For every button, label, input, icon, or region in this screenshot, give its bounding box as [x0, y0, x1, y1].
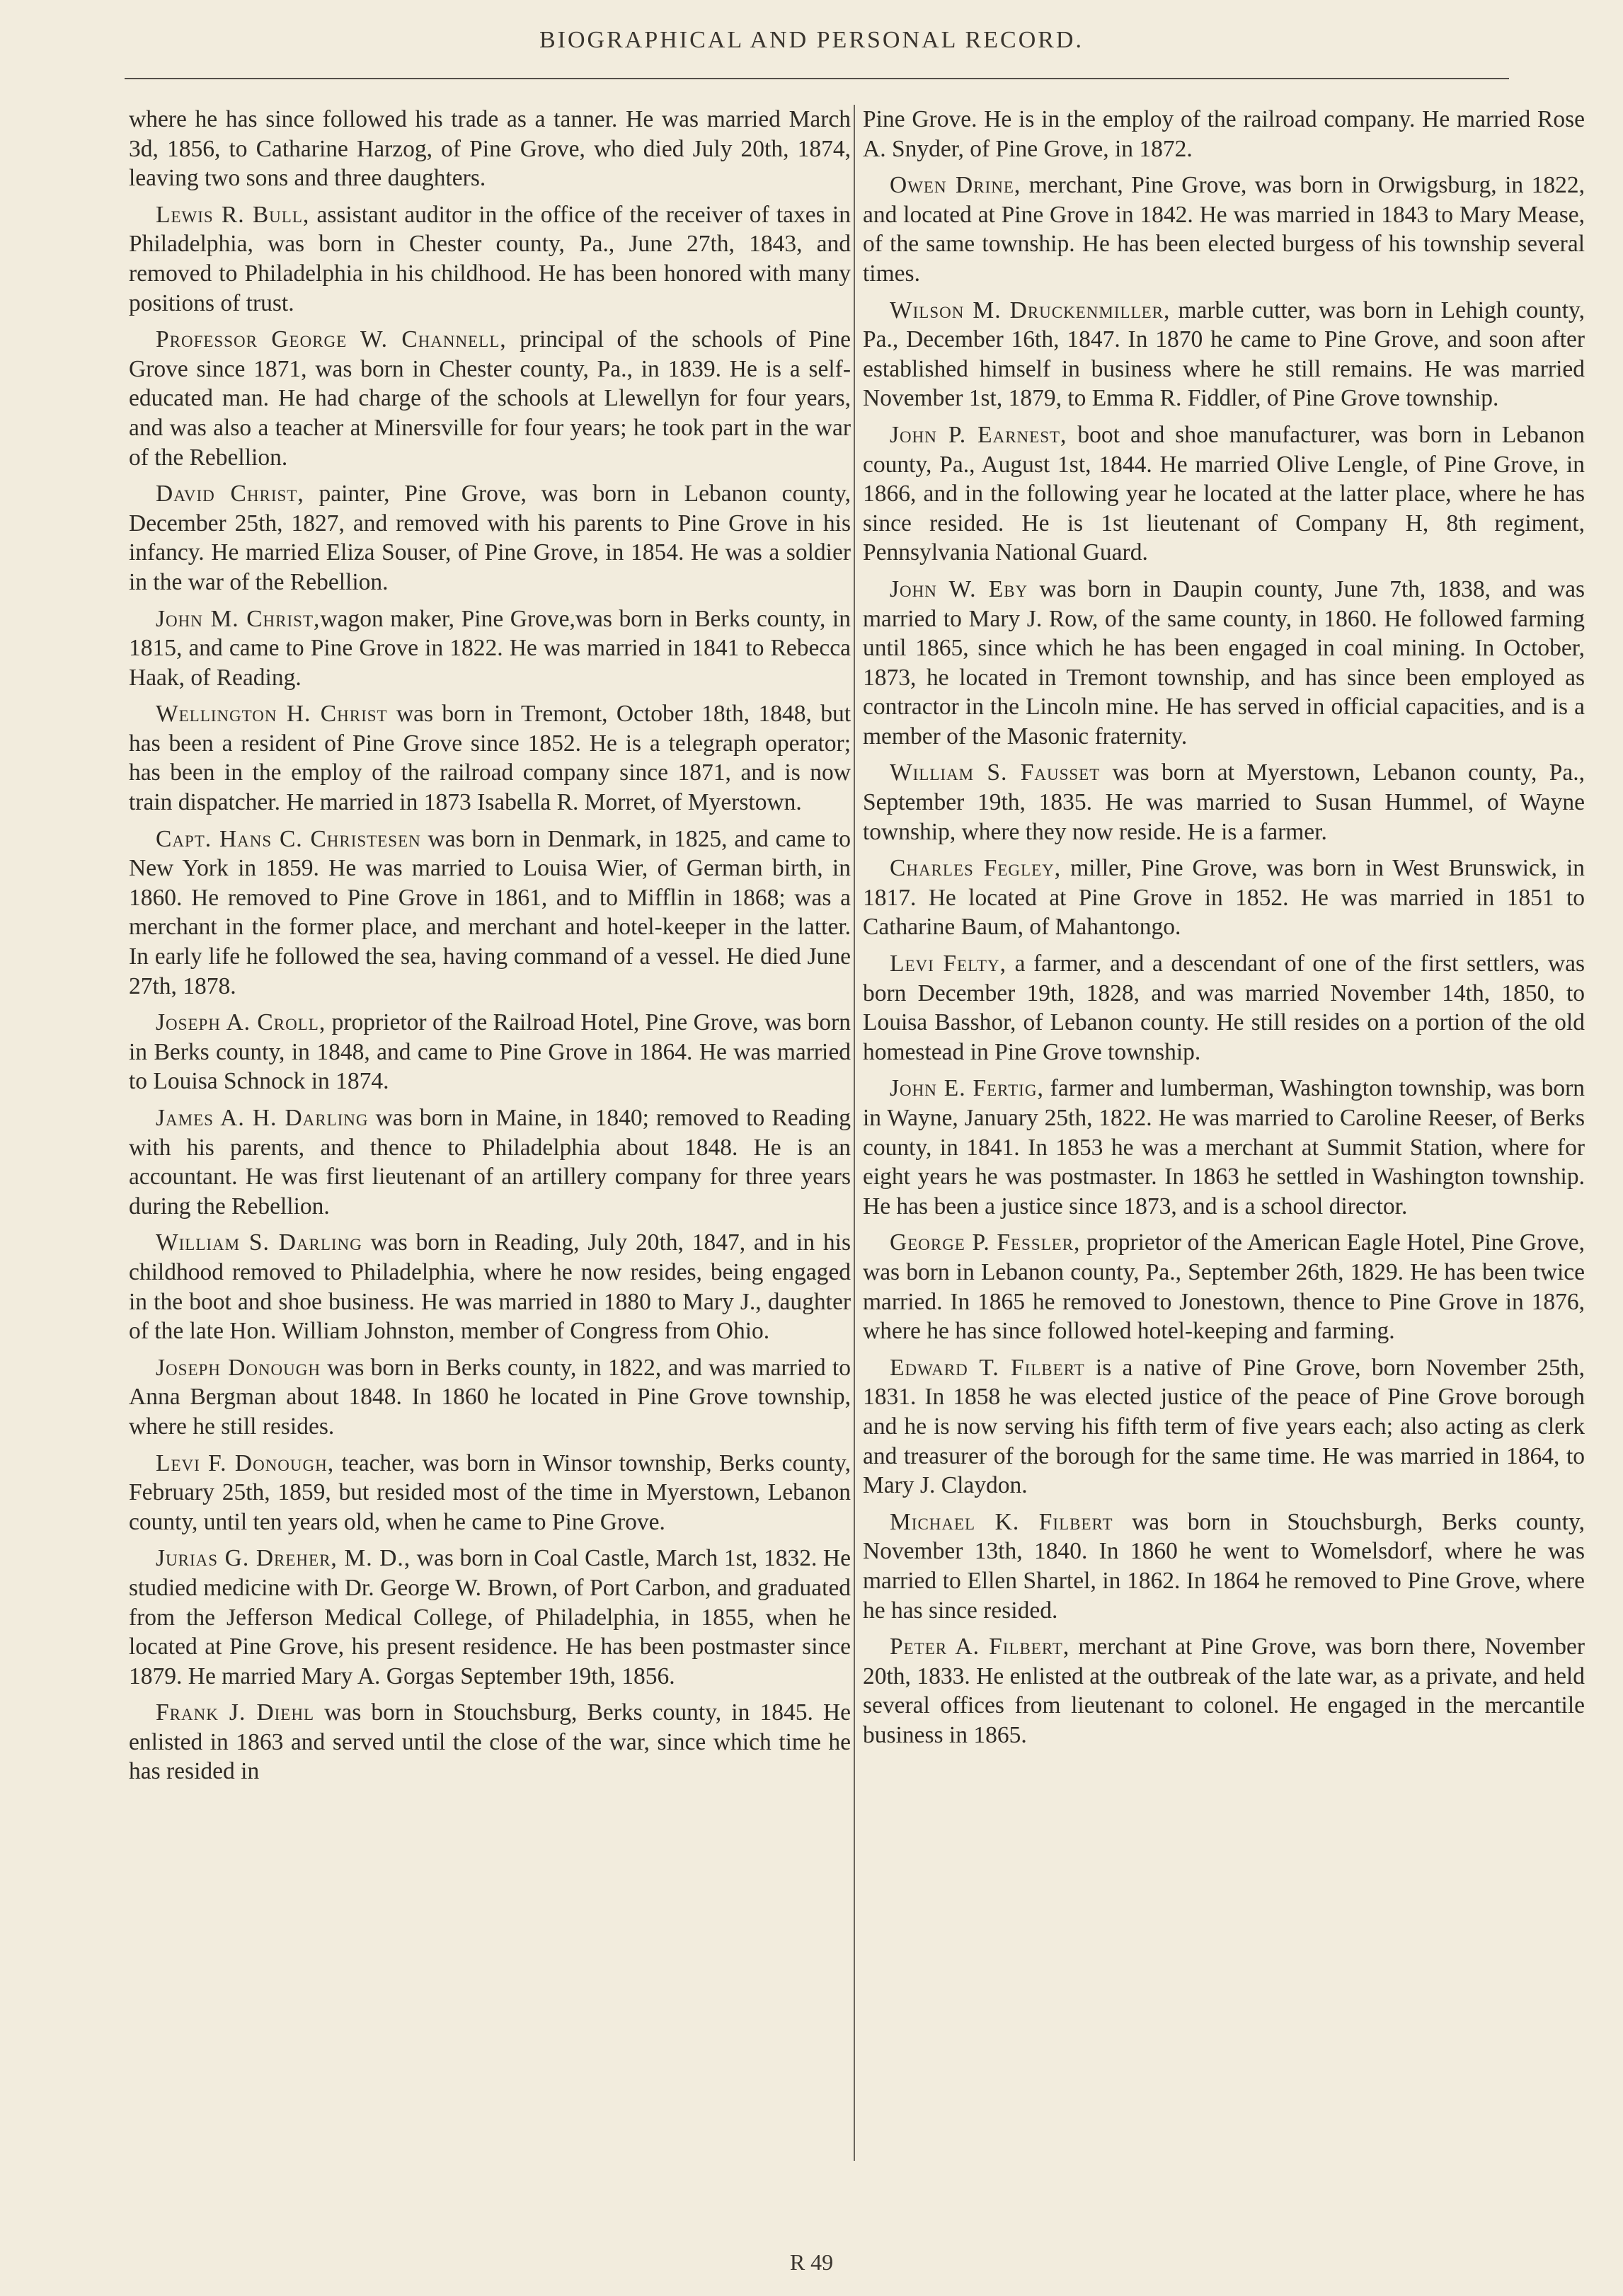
- entry-text: was born in Tremont, October 18th, 1848, but has been a resident of Pine Grove since 1852. He is a telegraph operator; has been in the employ of the railroad company since 1871, and is now train dispatcher. He married in 1873 Isabella R. Morret, of Myerstown.: [129, 701, 851, 816]
- entry-text: was born in Stouchsburgh, Berks county, November 13th, 1840. In 1860 he went to Womelsdorf, where he was married to Ellen Shartel, in 1862. In 1864 he removed to Pine Grove, where he has since resided.: [863, 1508, 1585, 1624]
- page-number: R 49: [789, 2249, 834, 2275]
- biography-entry: [863, 420, 1585, 568]
- person-name: Edward T. Filbert: [890, 1354, 1085, 1381]
- entry-text: merchant, Pine Grove, was born in Orwigsburg, in 1822, and located at Pine Grove in 1842. He was married in 1843 to Mary Mease, of the same township. He has been elected burgess of his township several times.: [863, 172, 1585, 287]
- person-name: Levi Felty,: [890, 951, 1007, 977]
- entry-text: was born in Stouchsburg, Berks county, in 1845. He enlisted in 1863 and served until the close of the war, since which time he has resided in: [129, 1699, 851, 1785]
- person-name: George P. Fessler,: [890, 1229, 1081, 1256]
- entry-text: was born in Maine, in 1840; removed to Reading with his parents, and thence to Philadelphia about 1848. He is an accountant. He was first lieutenant of an artillery company for three years during the Rebellion.: [129, 1105, 851, 1219]
- entry-text: was born in Denmark, in 1825, and came to New York in 1859. He was married to Louisa Wier, of German birth, in 1860. He removed to Pine Grove in 1861, and to Mifflin in 1868; was a merchant in the former place, and merchant and hotel-keeper in the latter. In early life he followed the sea, having command of a vessel. He died June 27th, 1878.: [129, 825, 851, 999]
- person-name: William S. Fausset: [890, 759, 1101, 786]
- entry-text: a farmer, and a descendant of one of the first settlers, was born December 19th, 1828, and was married November 14th, 1850, to Louisa Basshor, of Lebanon county. He still resides on a portion of the old homestead in Pine Grove township.: [863, 951, 1585, 1065]
- biography-entry: [863, 1632, 1585, 1750]
- column-divider: [854, 105, 855, 2161]
- running-head: BIOGRAPHICAL AND PERSONAL RECORD.: [539, 27, 1084, 53]
- left-column: [129, 105, 851, 1793]
- right-column: [863, 105, 1585, 1757]
- entry-text: is a native of Pine Grove, born November 25th, 1831. In 1858 he was elected justice of the peace of Pine Grove borough and he is now serving his fifth term of five years each; also acting as clerk and treasurer of the borough for the same time. He was married in 1864, to Mary J. Claydon.: [863, 1354, 1585, 1499]
- biography-entry: [129, 1353, 851, 1442]
- person-name: John W. Eby: [890, 575, 1028, 602]
- entry-text: painter, Pine Grove, was born in Lebanon county, December 25th, 1827, and removed with his parents to Pine Grove in his infancy. He married Eliza Souser, of Pine Grove, in 1854. He was a soldier in the war of the Rebellion.: [129, 481, 851, 595]
- entry-text: was born in Daupin county, June 7th, 1838, and was married to Mary J. Row, of the same county, in 1860. He followed farming until 1865, since which he has been engaged in coal mining. In October, 1873, he located in Tremont township, and has since been employed as contractor in the Lincoln mine. He has served in official capacities, and is a member of the Masonic fraternity.: [863, 575, 1585, 750]
- biography-entry: [129, 699, 851, 817]
- biography-entry: [863, 758, 1585, 846]
- entry-text: merchant at Pine Grove, was born there, November 20th, 1833. He enlisted at the outbreak of the late war, as a private, and held several offices from lieutenant to colonel. He engaged in the mercantile business in 1865.: [863, 1634, 1585, 1748]
- entry-text: proprietor of the Railroad Hotel, Pine Grove, was born in Berks county, in 1848, and came to Pine Grove in 1864. He was married to Louisa Schnock in 1874.: [129, 1009, 851, 1095]
- biography-entry: [129, 604, 851, 693]
- biography-entry: [129, 200, 851, 318]
- biography-entry: [863, 949, 1585, 1067]
- biography-entry: [863, 105, 1585, 163]
- biography-entry: [863, 1074, 1585, 1221]
- entry-text: marble cutter, was born in Lehigh county, Pa., December 16th, 1847. In 1870 he came to Pine Grove, and soon after established himself in business where he still remains. He was married November 1st, 1879, to Emma R. Fiddler, of Pine Grove township.: [863, 297, 1585, 412]
- person-name: Levi F. Donough,: [156, 1450, 335, 1476]
- header-rule: [125, 78, 1509, 79]
- biography-entry: [129, 1698, 851, 1786]
- entry-text: was born in Reading, July 20th, 1847, and in his childhood removed to Philadelphia, where he now resides, being engaged in the boot and shoe business. He was married in 1880 to Mary J., daughter of the late Hon. William Johnston, member of Congress from Ohio.: [129, 1229, 851, 1345]
- person-name: David Christ,: [156, 481, 304, 507]
- biography-entry: [129, 1103, 851, 1221]
- person-name: Wilson M. Druckenmiller,: [890, 297, 1171, 323]
- entry-text: proprietor of the American Eagle Hotel, Pine Grove, was born in Lebanon county, Pa., September 26th, 1829. He has been twice married. In 1865 he removed to Jonestown, thence to Pine Grove in 1876, where he has since followed hotel-keeping and farming.: [863, 1229, 1585, 1345]
- biography-entry: [129, 1449, 851, 1537]
- entry-text: was born in Coal Castle, March 1st, 1832. He studied medicine with Dr. George W. Brown, of Port Carbon, and graduated from the Jefferson Medical College, of Philadelphia, in 1855, when he located at Pine Grove, his present residence. He has been postmaster since 1879. He married Mary A. Gorgas September 19th, 1856.: [129, 1545, 851, 1689]
- entry-text: where he has since followed his trade as a tanner. He was married March 3d, 1856, to Catharine Harzog, of Pine Grove, who died July 20th, 1874, leaving two sons and three daughters.: [129, 106, 851, 192]
- person-name: Frank J. Diehl: [156, 1699, 315, 1726]
- entry-text: boot and shoe manufacturer, was born in Lebanon county, Pa., August 1st, 1844. He married Olive Lengle, of Pine Grove, in 1866, and in the following year he located at the latter place, where he has since resided. He is 1st lieutenant of Company H, 8th regiment, Pennsylvania National Guard.: [863, 421, 1585, 566]
- person-name: Michael K. Filbert: [890, 1508, 1113, 1535]
- person-name: John P. Earnest,: [890, 421, 1067, 448]
- person-name: William S. Darling: [156, 1229, 362, 1256]
- person-name: Joseph Donough: [156, 1354, 321, 1381]
- person-name: Joseph A. Croll,: [156, 1009, 326, 1036]
- person-name: John E. Fertig,: [890, 1075, 1044, 1102]
- person-name: Peter A. Filbert,: [890, 1634, 1070, 1660]
- biography-entry: [129, 825, 851, 1001]
- biography-entry: [863, 1508, 1585, 1625]
- biography-entry: [129, 325, 851, 472]
- entry-text: wagon maker, Pine Grove,was born in Berks county, in 1815, and came to Pine Grove in 1822. He was married in 1841 to Rebecca Haak, of Reading.: [129, 605, 851, 691]
- biography-entry: [863, 854, 1585, 942]
- entry-text: Pine Grove. He is in the employ of the railroad company. He married Rose A. Snyder, of Pine Grove, in 1872.: [863, 106, 1585, 162]
- entry-text: teacher, was born in Winsor township, Berks county, February 25th, 1859, but resided most of the time in Myerstown, Lebanon county, until ten years old, when he came to Pine Grove.: [129, 1450, 851, 1535]
- entry-text: was born at Myerstown, Lebanon county, Pa., September 19th, 1835. He was married to Susan Hummel, of Wayne township, where they now reside. He is a farmer.: [863, 759, 1585, 845]
- person-name: Lewis R. Bull,: [156, 201, 310, 228]
- person-name: Capt. Hans C. Christesen: [156, 825, 421, 852]
- person-name: Jurias G. Dreher, M. D.,: [156, 1545, 411, 1572]
- entry-text: principal of the schools of Pine Grove since 1871, was born in Chester county, Pa., in 1839. He is a self-educated man. He had charge of the schools at Llewellyn for four years, and was also a teacher at Minersville for four years; he took part in the war of the Rebellion.: [129, 326, 851, 471]
- entry-text: assistant auditor in the office of the receiver of taxes in Philadelphia, was born in Chester county, Pa., June 27th, 1843, and removed to Philadelphia in his childhood. He has been honored with many positions of trust.: [129, 201, 851, 316]
- entry-text: miller, Pine Grove, was born in West Brunswick, in 1817. He located at Pine Grove in 1852. He was married in 1851 to Catharine Baum, of Mahantongo.: [863, 855, 1585, 941]
- person-name: James A. H. Darling: [156, 1105, 369, 1131]
- biography-entry: [863, 1353, 1585, 1500]
- person-name: Professor George W. Channell,: [156, 326, 507, 353]
- entry-text: farmer and lumberman, Washington township, was born in Wayne, January 25th, 1822. He was married to Caroline Reeser, of Berks county, in 1841. In 1853 he was a merchant at Summit Station, where for eight years he was postmaster. In 1863 he settled in Washington township. He has been a justice since 1873, and is a school director.: [863, 1075, 1585, 1219]
- person-name: Charles Fegley,: [890, 855, 1062, 882]
- person-name: Owen Drine,: [890, 172, 1021, 199]
- biography-entry: [129, 105, 851, 193]
- person-name: John M. Christ,: [156, 605, 321, 632]
- biography-entry: [129, 1544, 851, 1691]
- biography-entry: [863, 1228, 1585, 1345]
- biography-entry: [129, 1008, 851, 1096]
- biography-entry: [129, 479, 851, 597]
- biography-entry: [129, 1228, 851, 1345]
- entry-text: was born in Berks county, in 1822, and was married to Anna Bergman about 1848. In 1860 he located in Pine Grove township, where he still resides.: [129, 1354, 851, 1440]
- biography-entry: [863, 171, 1585, 288]
- biography-entry: [863, 575, 1585, 752]
- biography-entry: [863, 296, 1585, 413]
- person-name: Wellington H. Christ: [156, 701, 388, 728]
